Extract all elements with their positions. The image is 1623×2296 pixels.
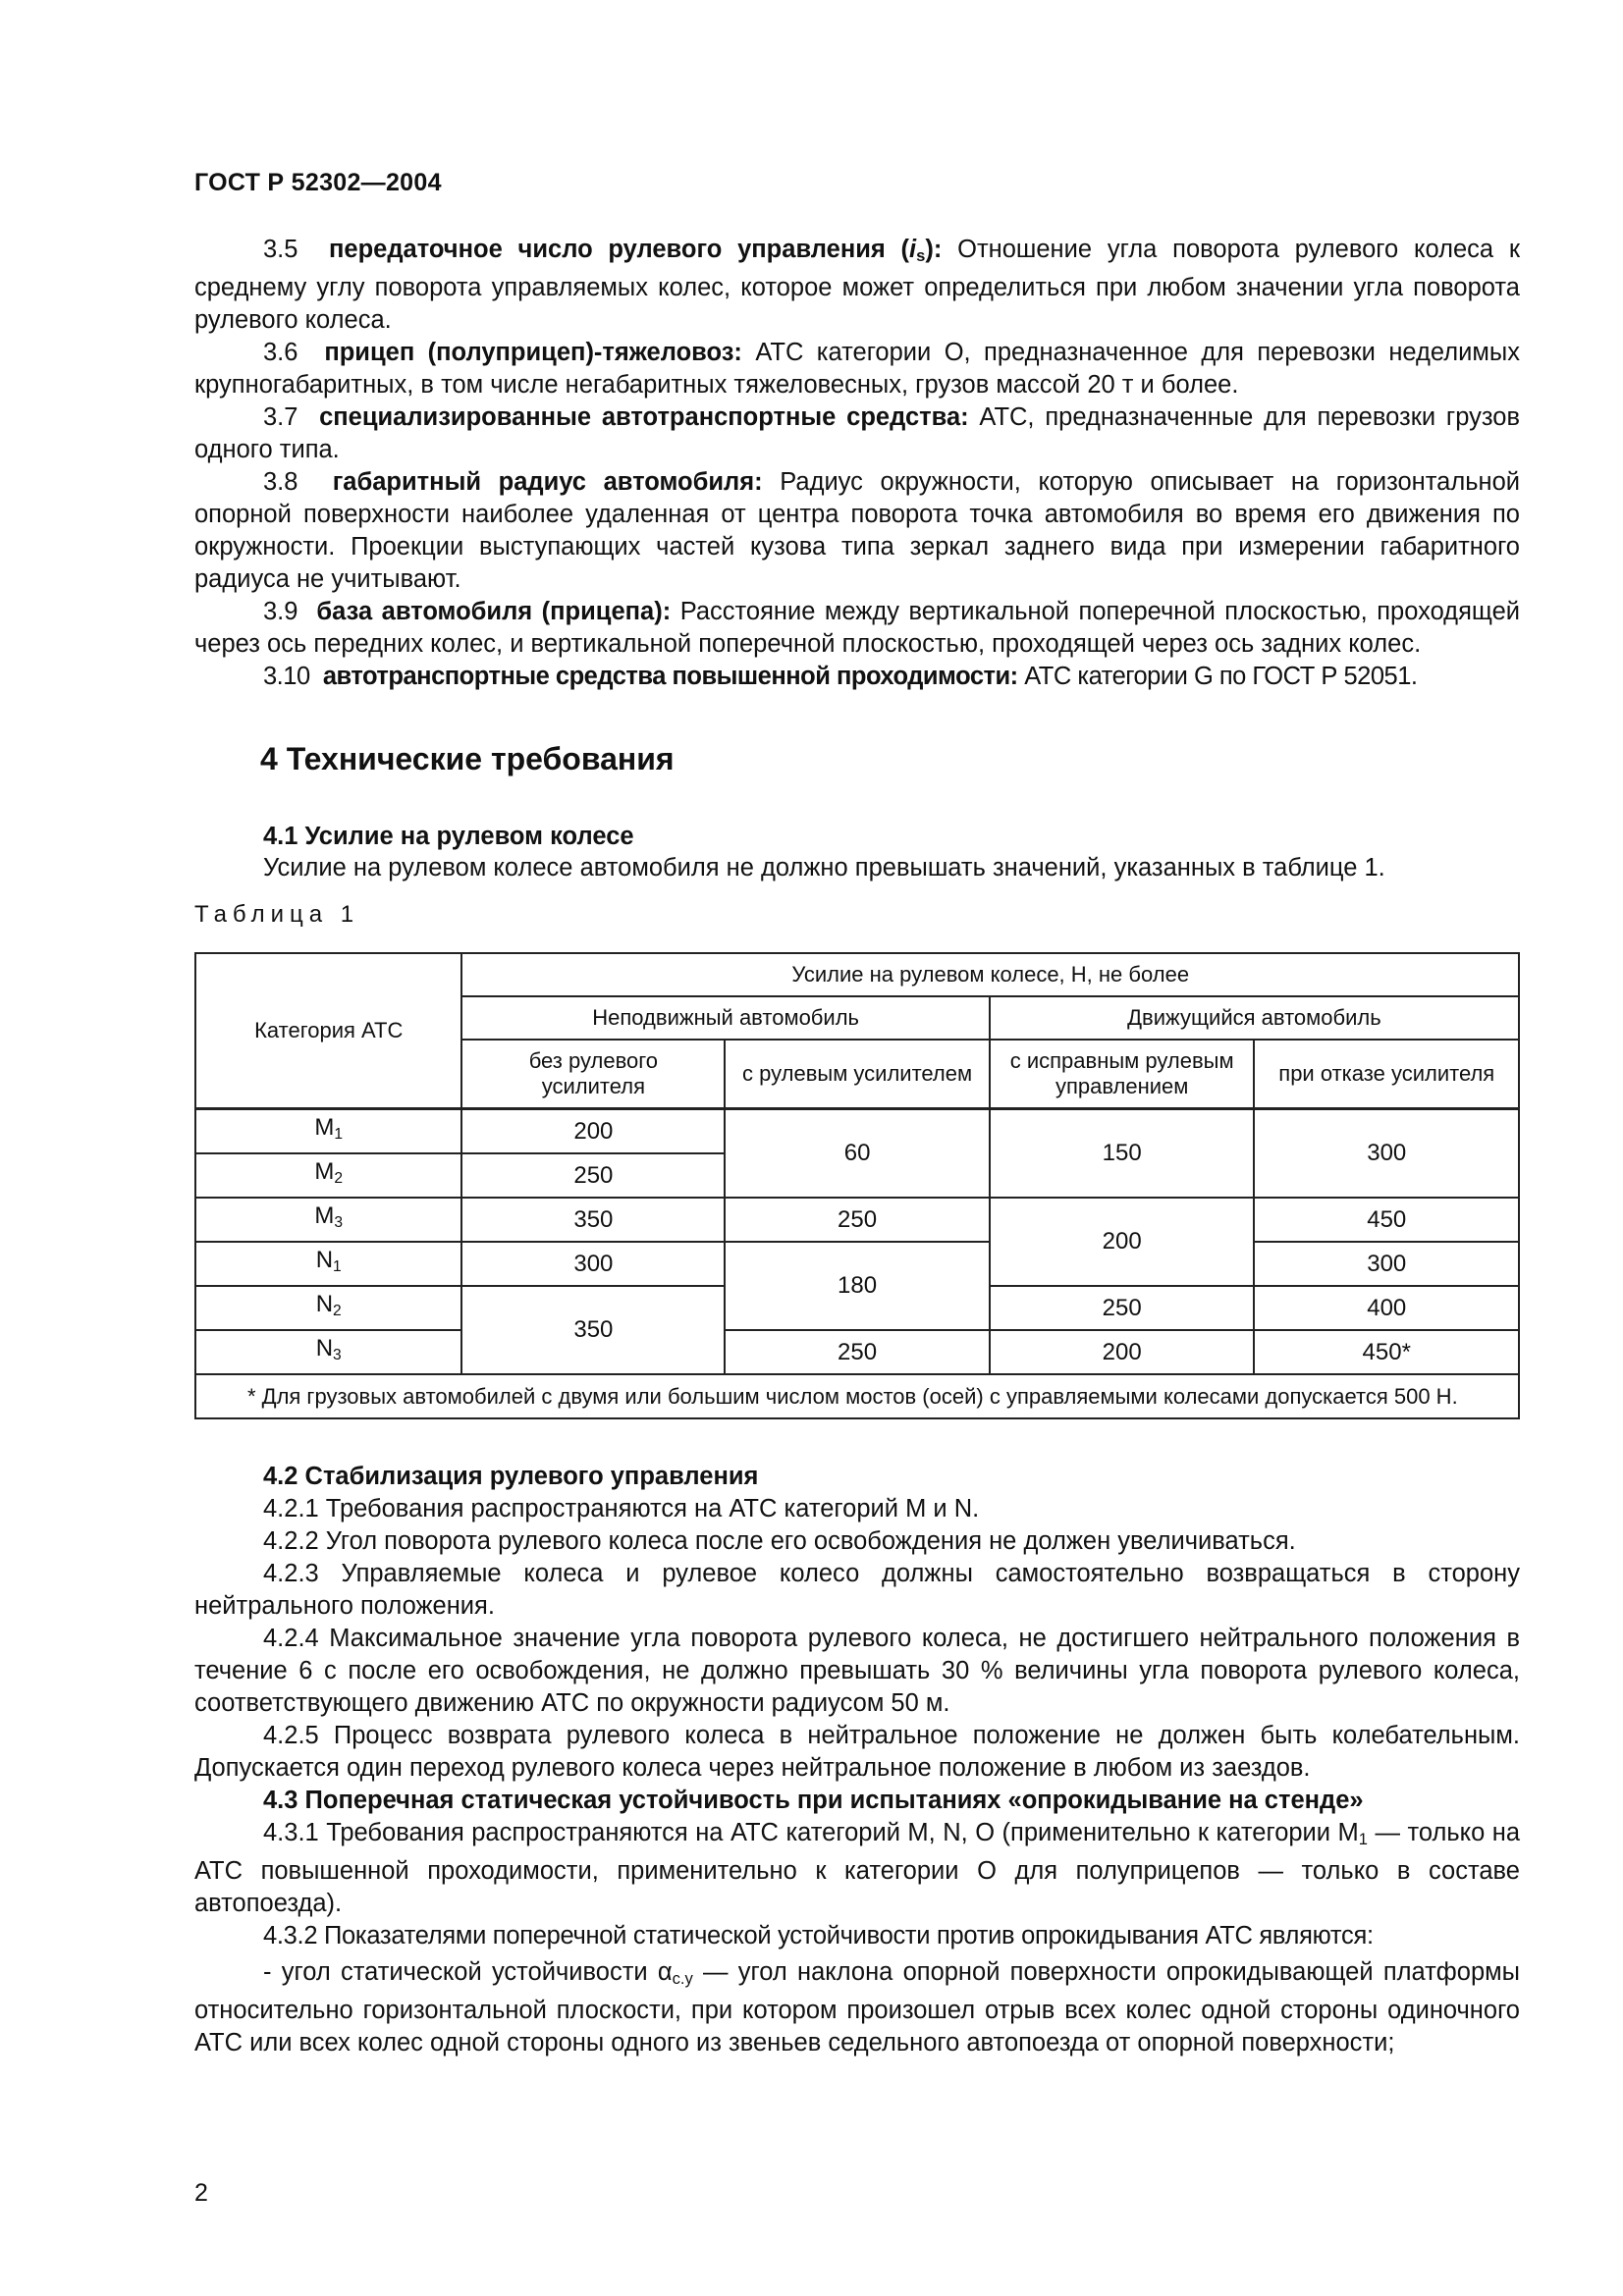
table-row <box>195 1242 1519 1286</box>
def-number: 3.9 <box>263 598 298 625</box>
para-subscript: с.у <box>672 1969 693 1988</box>
para-text: 4.3.1 Требования распространяются на АТС категорий M, N, O (применительно к категории M <box>263 1819 1359 1846</box>
value-cell: 400 <box>1254 1286 1519 1330</box>
def-number: 3.5 <box>263 236 298 263</box>
def-term-subscript: s <box>916 246 926 265</box>
category-sub: 3 <box>333 1347 342 1363</box>
def-text: Расстояние между вертикальной поперечной плоскостью, проходящей через ось передних колес, и вертикальной поперечной плоскостью, проходящей через ось задних колес. <box>194 598 1520 658</box>
category-sub: 2 <box>333 1303 342 1319</box>
category-cell <box>195 1153 461 1198</box>
section-4-1-text: Усилие на рулевом колесе автомобиля не должно превышать значений, указанных в таблице 1. <box>263 854 1385 881</box>
value-cell: 450 <box>1254 1198 1519 1242</box>
category-sub: 1 <box>333 1258 342 1275</box>
para-subscript: 1 <box>1358 1830 1368 1848</box>
header-stationary: Неподвижный автомобиль <box>461 996 989 1040</box>
category-cell <box>195 1242 461 1286</box>
def-term: база автомобиля (прицепа): <box>316 598 672 625</box>
def-term: специализированные автотранспортные средства: <box>319 403 969 431</box>
def-3-7 <box>194 401 1520 466</box>
category-letter: N <box>315 1291 334 1317</box>
def-number: 3.6 <box>263 339 298 366</box>
def-3-9 <box>194 596 1520 661</box>
table-row <box>195 1109 1519 1154</box>
def-3-8 <box>194 466 1520 596</box>
header-working: с исправным рулевым управлением <box>990 1040 1255 1109</box>
para-4-3-2: 4.3.2 Показателями поперечной статической устойчивости против опрокидывания АТС являются: <box>263 1922 1374 1949</box>
para-4-2-2: 4.2.2 Угол поворота рулевого колеса после его освобождения не должен увеличиваться. <box>263 1527 1296 1555</box>
value-cell: 200 <box>461 1109 725 1154</box>
para-4-3-1 <box>194 1817 1520 1920</box>
section-4-3-title <box>194 1785 1520 1817</box>
table-header-row <box>195 953 1519 996</box>
section-4-1-title <box>263 823 634 851</box>
definitions-block <box>194 234 1520 693</box>
category-letter: M <box>314 1202 335 1229</box>
table-row <box>195 1198 1519 1242</box>
para-4-2-3: 4.2.3 Управляемые колеса и рулевое колесо должны самостоятельно возвращаться в сторону нейтрального положения. <box>194 1560 1520 1620</box>
document-header: ГОСТ Р 52302—2004 <box>194 169 442 196</box>
value-cell: 200 <box>990 1330 1255 1374</box>
table-note-row <box>195 1374 1519 1418</box>
page-number: 2 <box>194 2179 208 2207</box>
value-cell: 180 <box>725 1242 990 1330</box>
def-3-10 <box>194 661 1520 693</box>
value-cell: 250 <box>990 1286 1255 1330</box>
category-cell <box>195 1286 461 1330</box>
table-caption: Таблица 1 <box>194 901 360 928</box>
header-with-booster: с рулевым усилителем <box>725 1040 990 1109</box>
para-text: - угол статической устойчивости α <box>263 1958 673 1986</box>
category-sub: 2 <box>334 1170 344 1187</box>
category-cell <box>195 1109 461 1154</box>
para-text: — угол наклона опорной поверхности опрокидывающей платформы относительно горизонтальной плоскости, при котором произошел отрыв всех колес одной стороны одиночного АТС или всех колес одной стороны одного из звеньев седельного автопоезда от опорной поверхности; <box>194 1958 1521 2056</box>
def-text: АТС, предназначенные для перевозки грузов одного типа. <box>194 403 1520 463</box>
value-cell: 150 <box>990 1109 1255 1199</box>
def-term: передаточное число рулевого управления ( <box>329 236 910 263</box>
para-4-3-2-item <box>194 1956 1520 2059</box>
table-row <box>195 1330 1519 1374</box>
section-4-2-title <box>194 1461 1520 1493</box>
para-4-2-4: 4.2.4 Максимальное значение угла поворота рулевого колеса, не достигшего нейтрального положения в течение 6 с после его освобождения, не должно превышать 30 % величины угла поворота рулевого колеса, соответствующего движению АТС по окружности радиусом 50 м. <box>194 1625 1520 1717</box>
subsection-title: 4.2 Стабилизация рулевого управления <box>263 1463 759 1490</box>
category-letter: N <box>315 1335 334 1362</box>
header-category: Категория АТС <box>195 953 461 1109</box>
section-4-title: 4 Технические требования <box>260 741 675 776</box>
category-letter: N <box>315 1247 334 1273</box>
def-3-6 <box>194 337 1520 401</box>
def-number: 3.7 <box>263 403 298 431</box>
header-no-booster: без рулевого усилителя <box>461 1040 725 1109</box>
para-text: — только на АТС повышенной проходимости, применительно к категории O для полуприцепов — только в составе автопоезда). <box>194 1819 1520 1917</box>
value-cell: 300 <box>461 1242 725 1286</box>
value-cell: 300 <box>1254 1242 1519 1286</box>
category-cell <box>195 1198 461 1242</box>
value-cell: 300 <box>1254 1109 1519 1199</box>
subsection-title: 4.1 Усилие на рулевом колесе <box>263 823 634 850</box>
category-letter: M <box>314 1158 335 1185</box>
value-cell: 350 <box>461 1286 725 1374</box>
subsection-title: 4.3 Поперечная статическая устойчивость при испытаниях «опрокидывание на стенде» <box>263 1787 1364 1814</box>
value-cell: 450* <box>1254 1330 1519 1374</box>
def-number: 3.10 <box>263 663 310 690</box>
def-text: Отношение угла поворота рулевого колеса к среднему углу поворота управляемых колес, которое может определиться при любом значении угла поворота рулевого колеса. <box>194 236 1520 334</box>
def-text: Радиус окружности, которую описывает на горизонтальной опорной поверхности наиболее удаленная от центра поворота точка автомобиля во время его движения по окружности. Проекции выступающих частей кузова типа зеркал заднего вида при измерении габаритного радиуса не учитывают. <box>194 468 1521 593</box>
def-term: автотранспортные средства повышенной проходимости: <box>322 663 1018 690</box>
def-term-symbol: i <box>909 236 917 263</box>
category-letter: M <box>314 1114 335 1141</box>
category-sub: 3 <box>334 1214 344 1231</box>
value-cell: 250 <box>461 1153 725 1198</box>
category-cell <box>195 1330 461 1374</box>
def-term: прицеп (полуприцеп)-тяжеловоз: <box>324 339 742 366</box>
para-4-2-5: 4.2.5 Процесс возврата рулевого колеса в нейтральное положение не должен быть колебательным. Допускается один переход рулевого колеса через нейтральное положение в любом из заездов. <box>194 1722 1520 1782</box>
header-force: Усилие на рулевом колесе, Н, не более <box>461 953 1519 996</box>
sections-4-2-4-3 <box>194 1461 1520 2059</box>
def-term-end: ): <box>925 236 943 263</box>
value-cell: 250 <box>725 1330 990 1374</box>
value-cell: 60 <box>725 1109 990 1199</box>
category-sub: 1 <box>334 1126 344 1143</box>
value-cell: 250 <box>725 1198 990 1242</box>
table-footnote: * Для грузовых автомобилей с двумя или большим числом мостов (осей) с управляемыми колесами допускается 500 Н. <box>195 1374 1519 1418</box>
def-number: 3.8 <box>263 468 298 496</box>
header-failure: при отказе усилителя <box>1254 1040 1519 1109</box>
header-moving: Движущийся автомобиль <box>990 996 1519 1040</box>
steering-force-table <box>194 952 1520 1419</box>
value-cell: 200 <box>990 1198 1255 1286</box>
def-term: габаритный радиус автомобиля: <box>332 468 763 496</box>
def-text: АТС категории О, предназначенное для перевозки неделимых крупногабаритных, в том числе негабаритных тяжеловесных, грузов массой 20 т и более. <box>194 339 1521 399</box>
def-text: АТС категории G по ГОСТ Р 52051. <box>1017 663 1418 690</box>
para-4-2-1: 4.2.1 Требования распространяются на АТС категорий M и N. <box>263 1495 980 1522</box>
value-cell: 350 <box>461 1198 725 1242</box>
def-3-5 <box>194 234 1520 337</box>
